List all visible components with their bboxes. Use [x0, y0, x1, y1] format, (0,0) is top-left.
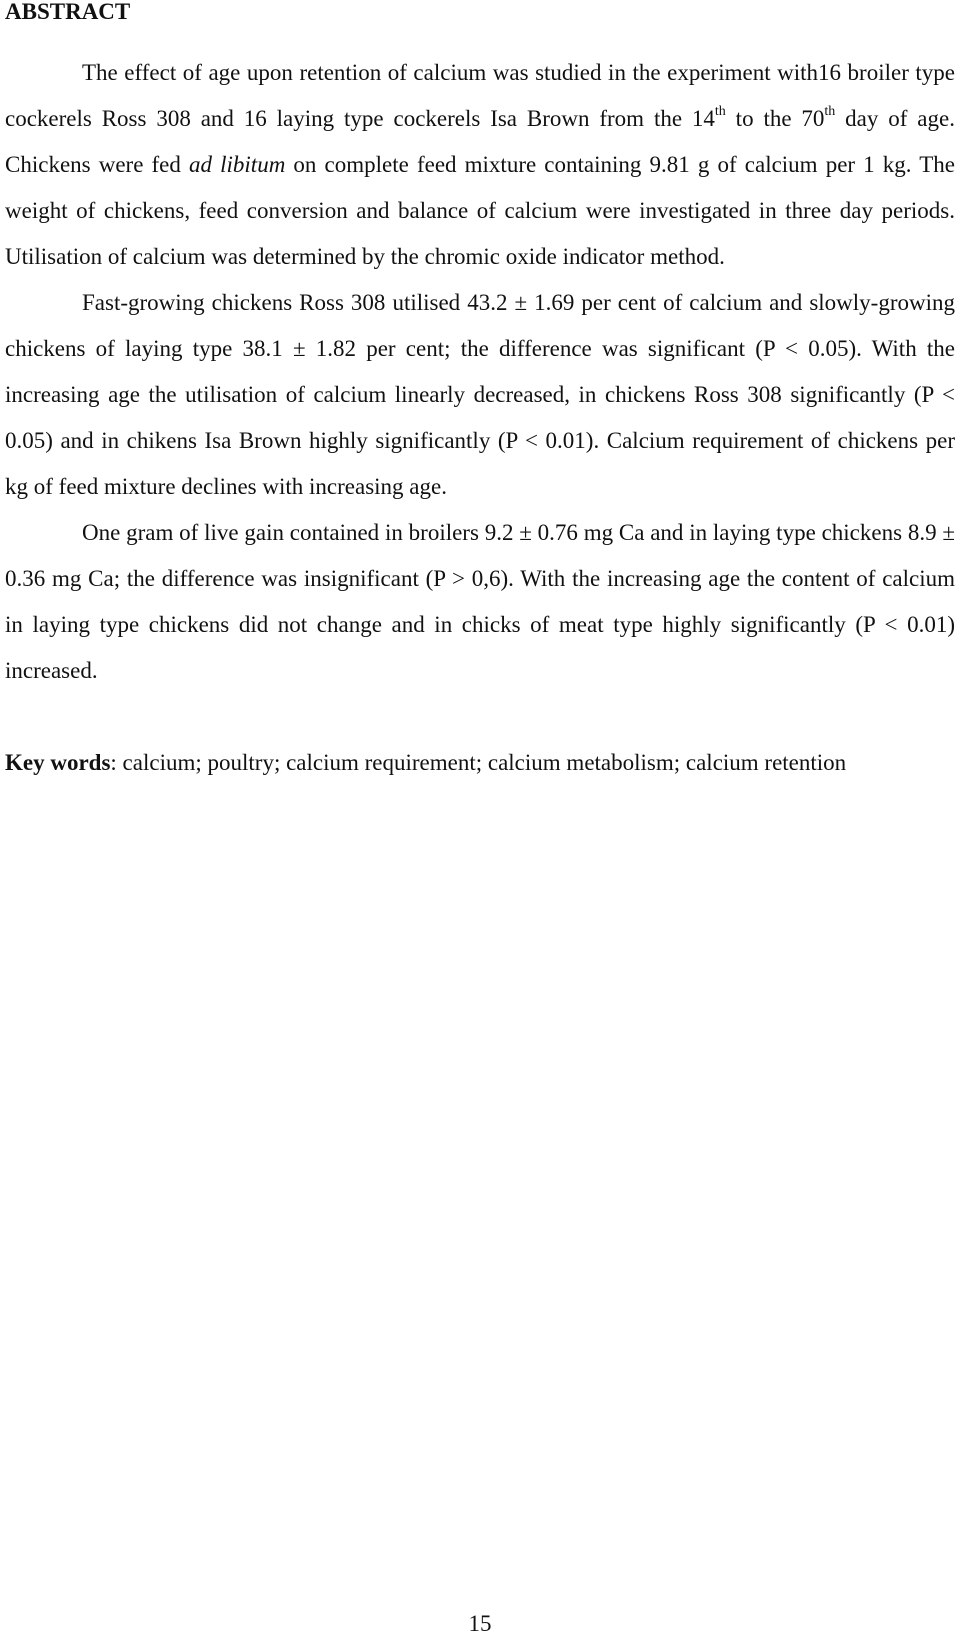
abstract-paragraph-2: Fast-growing chickens Ross 308 utilised 43.2 ± 1.69 per cent of calcium and slowly-growing chickens of laying type 38.1 ± 1.82 per cent; the difference was significant (P < 0.05). With the increasing age the utilisation of calcium linearly decreased, in chickens Ross 308 significantly (P < 0.05) and in chikens Isa Brown highly significantly (P < 0.01). Calcium requirement of chickens per kg of feed mixture declines with increasing age. [5, 290, 955, 499]
page-number: 15 [468, 1611, 492, 1636]
abstract-paragraph-3: One gram of live gain contained in broilers 9.2 ± 0.76 mg Ca and in laying type chickens 8.9 ± 0.36 mg Ca; the difference was insignificant (P > 0,6). With the increasing age the content of calcium in laying type chickens did not change and in chicks of meat type highly significantly (P < 0.01) increased. [5, 520, 955, 683]
abstract-heading: ABSTRACT [5, 0, 131, 24]
paragraph-1-text-c: day of age. Chickens were fed [5, 106, 955, 177]
abstract-paragraph-1 [5, 50, 955, 280]
superscript-th-1: th [714, 104, 726, 120]
keywords-label: Key words [5, 750, 111, 775]
superscript-th-2: th [824, 104, 836, 120]
paragraph-1-text-b: to the 70 [725, 106, 825, 131]
keywords-line [5, 740, 955, 786]
paragraph-1-text-d: on complete feed mixture containing 9.81 g of calcium per 1 kg. The weight of chickens, feed conversion and balance of calcium were investigated in three day periods. Utilisation of calcium was determined by the chromic oxide indicator method. [5, 152, 956, 269]
ad-libitum-italic: ad libitum [189, 152, 286, 177]
keywords-text: : calcium; poultry; calcium requirement; calcium metabolism; calcium retention [110, 750, 847, 775]
document-page [5, 0, 955, 786]
paragraph-1-text-a: The effect of age upon retention of calcium was studied in the experiment with16 broiler type cockerels Ross 308 and 16 laying type cockerels Isa Brown from the 14 [5, 60, 955, 131]
